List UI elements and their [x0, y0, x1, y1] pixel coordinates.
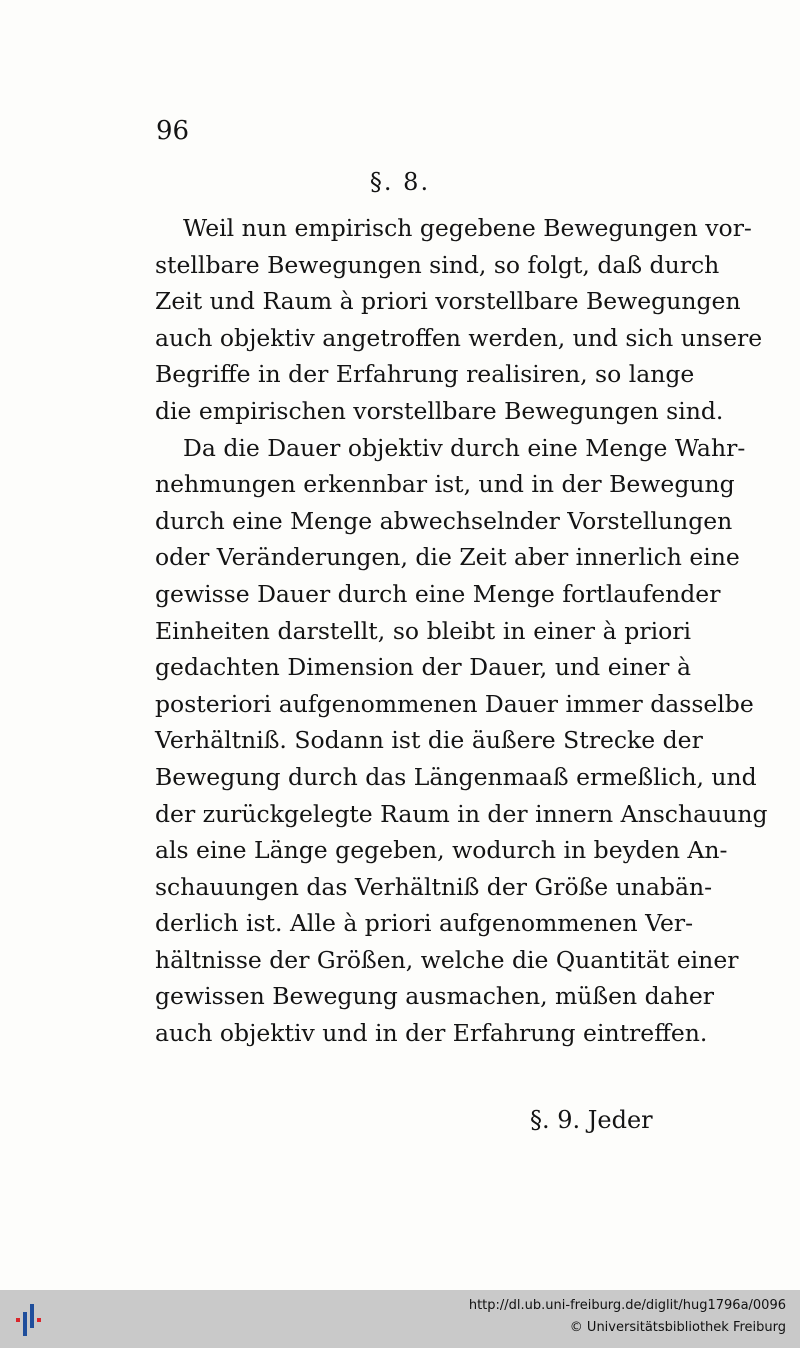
text-line: gewisse Dauer durch eine Menge fortlaufender	[155, 579, 721, 608]
text-line: Zeit und Raum à priori vorstellbare Bewegungen	[155, 287, 741, 316]
text-line: nehmungen erkennbar ist, und in der Bewegung	[155, 470, 735, 499]
text-line: schauungen das Verhältniß der Größe unabän-	[155, 872, 713, 901]
page-number: 96	[156, 116, 190, 146]
text-line: Da die Dauer objektiv durch eine Menge Wahr-	[183, 433, 746, 462]
text-line: Einheiten darstellt, so bleibt in einer à priori	[155, 616, 691, 645]
text-line: gedachten Dimension der Dauer, und einer à	[155, 653, 691, 682]
text-line: als eine Länge gegeben, wodurch in beyden An-	[155, 836, 728, 865]
text-line: posteriori aufgenommenen Dauer immer dasselbe	[155, 689, 754, 718]
text-line: Begriffe in der Erfahrung realisiren, so lange	[155, 360, 695, 389]
text-line: die empirischen vorstellbare Bewegungen sind.	[155, 396, 724, 425]
text-line: oder Veränderungen, die Zeit aber innerlich eine	[155, 543, 740, 572]
footer-bar	[0, 1290, 800, 1348]
ub-freiburg-logo-icon	[10, 1300, 50, 1340]
text-line: hältnisse der Größen, welche die Quantität einer	[155, 945, 739, 974]
paragraph-2	[155, 430, 768, 1052]
catchword: §. 9. Jeder	[530, 1106, 653, 1134]
section-heading: §. 8.	[369, 168, 431, 196]
text-line: derlich ist. Alle à priori aufgenommenen Ver-	[155, 909, 694, 938]
text-line: gewissen Bewegung ausmachen, müßen daher	[155, 982, 714, 1011]
paragraph-1	[155, 210, 763, 430]
text-line: Bewegung durch das Längenmaaß ermeßlich, und	[155, 762, 757, 791]
text-line: auch objektiv angetroffen werden, und sich unsere	[155, 323, 763, 352]
text-line: durch eine Menge abwechselnder Vorstellungen	[155, 506, 733, 535]
body-text	[155, 210, 768, 1052]
text-line: Weil nun empirisch gegebene Bewegungen vor-	[183, 214, 752, 242]
permalink-url[interactable]: http://dl.ub.uni-freiburg.de/diglit/hug1796a/0096	[468, 1298, 786, 1313]
text-line: stellbare Bewegungen sind, so folgt, daß durch	[155, 250, 720, 279]
text-line: auch objektiv und in der Erfahrung eintreffen.	[155, 1019, 708, 1048]
text-line: Verhältniß. Sodann ist die äußere Strecke der	[155, 726, 703, 755]
copyright-notice: © Universitätsbibliothek Freiburg	[569, 1320, 786, 1335]
text-line: der zurückgelegte Raum in der innern Anschauung	[155, 799, 768, 828]
